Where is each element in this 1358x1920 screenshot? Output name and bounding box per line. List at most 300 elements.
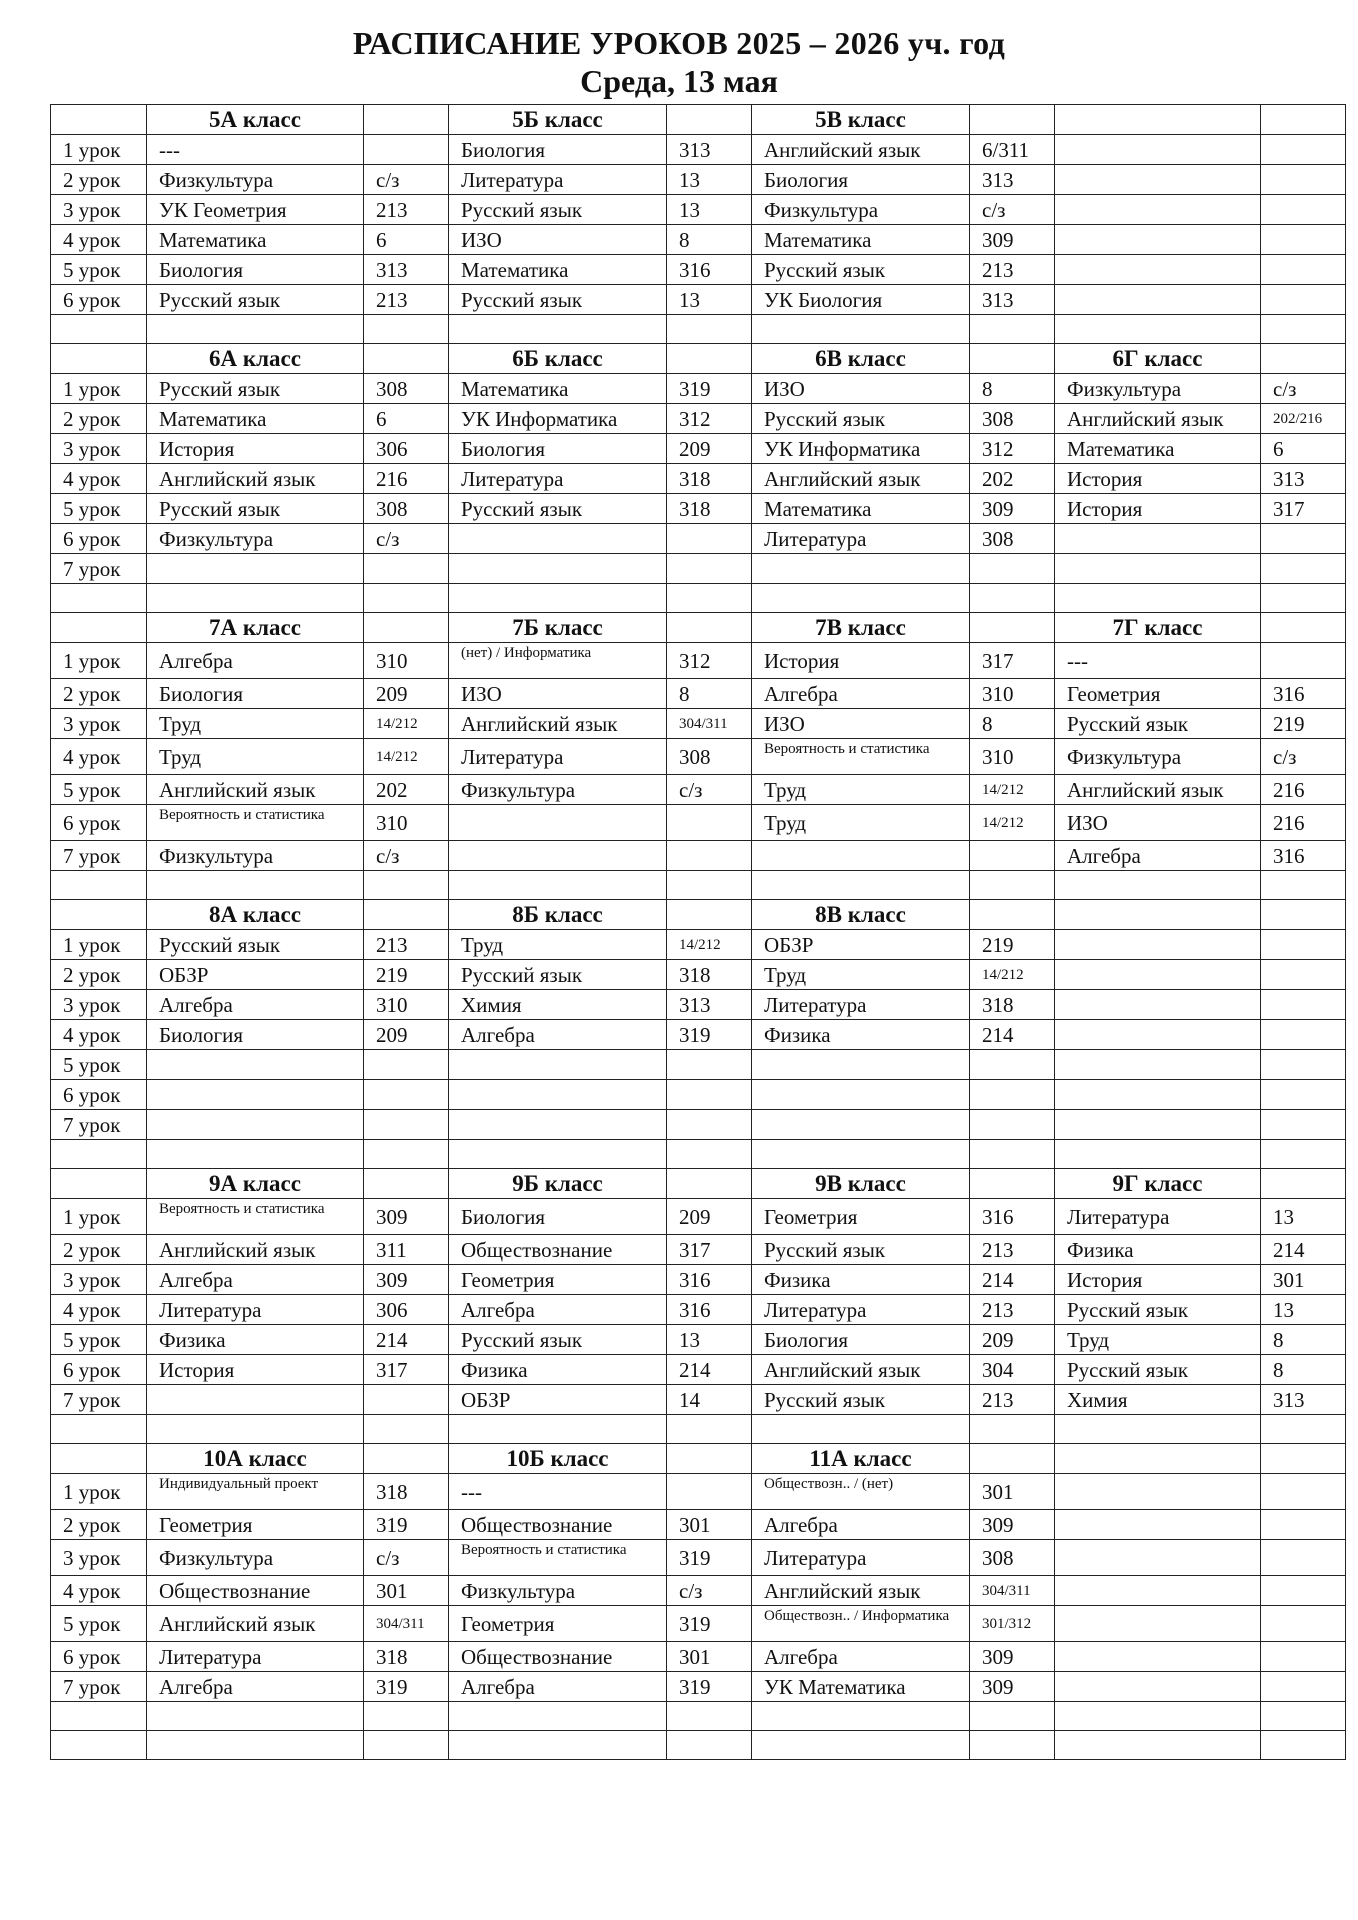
empty-cell	[667, 1702, 752, 1731]
empty-cell	[449, 1140, 667, 1169]
room-header-cell	[667, 1444, 752, 1474]
subject-cell: ---	[1055, 643, 1261, 679]
room-cell: 313	[1261, 464, 1346, 494]
room-header-cell	[667, 344, 752, 374]
header-corner-cell	[51, 1444, 147, 1474]
room-cell: 8	[667, 679, 752, 709]
subject-cell: Труд	[1055, 1325, 1261, 1355]
class-name: 9Г класс	[1055, 1169, 1261, 1199]
room-cell: 6	[364, 225, 449, 255]
room-cell: 216	[364, 464, 449, 494]
room-cell: 8	[970, 374, 1055, 404]
subject-cell: Геометрия	[147, 1510, 364, 1540]
page-subtitle: Среда, 13 мая	[580, 63, 778, 99]
room-cell: 309	[970, 1672, 1055, 1702]
lesson-row	[51, 1510, 1346, 1540]
subject-cell	[1055, 1020, 1261, 1050]
room-cell: 309	[970, 1642, 1055, 1672]
subject-cell	[1055, 1576, 1261, 1606]
subject-cell: Геометрия	[1055, 679, 1261, 709]
room-cell: 310	[364, 643, 449, 679]
lesson-row	[51, 1199, 1346, 1235]
lesson-number: 2 урок	[51, 679, 147, 709]
room-cell: 13	[667, 165, 752, 195]
room-cell	[667, 524, 752, 554]
subject-cell: Литература	[449, 165, 667, 195]
room-cell: 209	[364, 1020, 449, 1050]
room-cell: 316	[1261, 679, 1346, 709]
subject-cell: Геометрия	[449, 1265, 667, 1295]
class-name	[1055, 900, 1261, 930]
lesson-number: 6 урок	[51, 285, 147, 315]
subject-cell: Вероятность и статистика	[147, 1199, 364, 1235]
lesson-number: 1 урок	[51, 1474, 147, 1510]
room-cell: 308	[970, 524, 1055, 554]
room-cell: 304/311	[970, 1576, 1055, 1606]
room-cell	[1261, 1672, 1346, 1702]
lesson-number: 1 урок	[51, 643, 147, 679]
empty-cell	[667, 1415, 752, 1444]
room-cell	[667, 554, 752, 584]
empty-cell	[147, 584, 364, 613]
room-cell: 316	[667, 1295, 752, 1325]
lesson-row	[51, 990, 1346, 1020]
subject-cell: Алгебра	[449, 1295, 667, 1325]
room-cell: 301/312	[970, 1606, 1055, 1642]
subject-cell	[449, 841, 667, 871]
subject-cell: ИЗО	[752, 374, 970, 404]
room-header-cell	[364, 900, 449, 930]
room-header-cell	[970, 1169, 1055, 1199]
room-cell: 317	[364, 1355, 449, 1385]
room-cell: 8	[1261, 1325, 1346, 1355]
lesson-row	[51, 1235, 1346, 1265]
header-corner-cell	[51, 105, 147, 135]
empty-cell	[970, 315, 1055, 344]
subject-cell: Русский язык	[147, 930, 364, 960]
subject-cell: Алгебра	[147, 643, 364, 679]
empty-cell	[667, 871, 752, 900]
room-cell	[1261, 225, 1346, 255]
class-header-row	[51, 1444, 1346, 1474]
room-cell: 14/212	[970, 960, 1055, 990]
subject-cell: Алгебра	[449, 1020, 667, 1050]
subject-cell: Литература	[752, 1295, 970, 1325]
lesson-number: 3 урок	[51, 1265, 147, 1295]
separator-row	[51, 1140, 1346, 1169]
room-cell: с/з	[1261, 374, 1346, 404]
lesson-number: 2 урок	[51, 1235, 147, 1265]
room-cell	[1261, 554, 1346, 584]
room-header-cell	[970, 105, 1055, 135]
lesson-row	[51, 195, 1346, 225]
subject-cell: Английский язык	[752, 1576, 970, 1606]
room-cell: 316	[970, 1199, 1055, 1235]
lesson-number: 3 урок	[51, 1540, 147, 1576]
room-cell: 312	[667, 643, 752, 679]
class-name: 5Б класс	[449, 105, 667, 135]
lesson-number: 5 урок	[51, 255, 147, 285]
room-cell: 216	[1261, 805, 1346, 841]
subject-cell	[1055, 135, 1261, 165]
room-cell: 8	[970, 709, 1055, 739]
subject-cell: ИЗО	[449, 225, 667, 255]
room-header-cell	[667, 900, 752, 930]
room-cell: 308	[364, 374, 449, 404]
subject-cell: Алгебра	[752, 679, 970, 709]
subject-cell: Математика	[1055, 434, 1261, 464]
room-cell	[667, 841, 752, 871]
room-cell	[1261, 255, 1346, 285]
room-cell: с/з	[1261, 739, 1346, 775]
subject-cell	[1055, 1642, 1261, 1672]
room-cell: 14/212	[970, 775, 1055, 805]
lesson-row	[51, 960, 1346, 990]
lesson-row	[51, 434, 1346, 464]
empty-cell	[1261, 871, 1346, 900]
subject-cell: Физкультура	[449, 1576, 667, 1606]
subject-cell: (нет) / Информатика	[449, 643, 667, 679]
room-cell: 318	[667, 960, 752, 990]
subject-cell: ОБЗР	[752, 930, 970, 960]
subject-cell: ИЗО	[1055, 805, 1261, 841]
subject-cell	[752, 1050, 970, 1080]
room-header-cell	[1261, 105, 1346, 135]
class-name: 8Б класс	[449, 900, 667, 930]
subject-cell: Русский язык	[449, 285, 667, 315]
subject-cell: Русский язык	[147, 494, 364, 524]
header-corner-cell	[51, 344, 147, 374]
subject-cell: История	[1055, 1265, 1261, 1295]
room-cell: 312	[970, 434, 1055, 464]
room-cell: 14/212	[364, 739, 449, 775]
empty-cell	[147, 1140, 364, 1169]
lesson-row	[51, 1325, 1346, 1355]
lesson-row	[51, 1295, 1346, 1325]
subject-cell: Обществознание	[147, 1576, 364, 1606]
subject-cell: УК Информатика	[752, 434, 970, 464]
room-cell	[1261, 1642, 1346, 1672]
room-cell: 213	[364, 285, 449, 315]
lesson-number: 3 урок	[51, 709, 147, 739]
room-cell: 318	[667, 494, 752, 524]
subject-cell: Геометрия	[752, 1199, 970, 1235]
empty-cell	[449, 1702, 667, 1731]
lesson-number: 1 урок	[51, 930, 147, 960]
subject-cell	[147, 1110, 364, 1140]
room-cell: 313	[970, 165, 1055, 195]
subject-cell	[449, 524, 667, 554]
header-corner-cell	[51, 1169, 147, 1199]
room-cell: 319	[364, 1510, 449, 1540]
class-header-row	[51, 1169, 1346, 1199]
room-cell: 308	[970, 404, 1055, 434]
subject-cell: УК Геометрия	[147, 195, 364, 225]
class-name: 5А класс	[147, 105, 364, 135]
room-cell	[1261, 285, 1346, 315]
subject-cell: Математика	[147, 225, 364, 255]
empty-cell	[970, 1702, 1055, 1731]
room-cell: 14/212	[667, 930, 752, 960]
lesson-row	[51, 1672, 1346, 1702]
empty-cell	[449, 1415, 667, 1444]
room-cell: 213	[970, 255, 1055, 285]
lesson-number: 5 урок	[51, 494, 147, 524]
empty-cell	[752, 1702, 970, 1731]
lesson-number: 5 урок	[51, 1606, 147, 1642]
empty-cell	[51, 1702, 147, 1731]
room-cell	[1261, 135, 1346, 165]
empty-cell	[364, 1140, 449, 1169]
class-name: 9Б класс	[449, 1169, 667, 1199]
header-corner-cell	[51, 900, 147, 930]
subject-cell	[1055, 1606, 1261, 1642]
subject-cell	[1055, 195, 1261, 225]
subject-cell: Алгебра	[449, 1672, 667, 1702]
room-cell: 309	[364, 1199, 449, 1235]
separator-row	[51, 315, 1346, 344]
empty-cell	[1055, 1140, 1261, 1169]
room-cell: 214	[970, 1020, 1055, 1050]
lesson-number: 6 урок	[51, 1642, 147, 1672]
subject-cell: Биология	[752, 1325, 970, 1355]
room-cell: 316	[667, 255, 752, 285]
subject-cell: Литература	[147, 1642, 364, 1672]
subject-cell	[1055, 930, 1261, 960]
room-cell: 216	[1261, 775, 1346, 805]
subject-cell: Физкультура	[147, 1540, 364, 1576]
subject-cell: Английский язык	[752, 464, 970, 494]
room-cell: 13	[667, 1325, 752, 1355]
lesson-row	[51, 554, 1346, 584]
empty-cell	[1055, 584, 1261, 613]
empty-cell	[970, 1731, 1055, 1760]
subject-cell	[1055, 1540, 1261, 1576]
subject-cell: ОБЗР	[147, 960, 364, 990]
room-cell: 213	[364, 195, 449, 225]
room-cell: 14/212	[970, 805, 1055, 841]
subject-cell: Алгебра	[147, 1672, 364, 1702]
lesson-row	[51, 841, 1346, 871]
room-header-cell	[364, 1444, 449, 1474]
room-header-cell	[970, 1444, 1055, 1474]
room-cell	[1261, 1050, 1346, 1080]
class-name: 10Б класс	[449, 1444, 667, 1474]
lesson-number: 6 урок	[51, 805, 147, 841]
subject-cell: Литература	[752, 1540, 970, 1576]
empty-cell	[970, 871, 1055, 900]
class-name	[1055, 1444, 1261, 1474]
lesson-number: 3 урок	[51, 434, 147, 464]
room-cell: 6	[1261, 434, 1346, 464]
room-cell: 310	[364, 805, 449, 841]
page-title: РАСПИСАНИЕ УРОКОВ 2025 – 2026 уч. год	[352, 25, 1006, 61]
room-cell	[667, 805, 752, 841]
subject-cell	[1055, 1110, 1261, 1140]
lesson-number: 7 урок	[51, 1110, 147, 1140]
subject-cell	[147, 1385, 364, 1415]
room-cell: 308	[364, 494, 449, 524]
room-cell: 14/212	[364, 709, 449, 739]
lesson-row	[51, 679, 1346, 709]
room-cell: с/з	[364, 841, 449, 871]
subject-cell: Русский язык	[449, 195, 667, 225]
class-name: 6Б класс	[449, 344, 667, 374]
document-header	[0, 24, 1358, 100]
room-cell	[1261, 1474, 1346, 1510]
empty-cell	[667, 315, 752, 344]
room-header-cell	[667, 613, 752, 643]
empty-cell	[364, 1702, 449, 1731]
empty-cell	[449, 1731, 667, 1760]
room-cell: 313	[1261, 1385, 1346, 1415]
subject-cell: Обществозн.. / (нет)	[752, 1474, 970, 1510]
class-name: 6А класс	[147, 344, 364, 374]
subject-cell: Физкультура	[1055, 374, 1261, 404]
room-cell: 202	[970, 464, 1055, 494]
room-cell	[364, 554, 449, 584]
subject-cell: Вероятность и статистика	[449, 1540, 667, 1576]
room-header-cell	[970, 613, 1055, 643]
empty-cell	[1055, 1415, 1261, 1444]
class-header-row	[51, 105, 1346, 135]
subject-cell: Биология	[147, 679, 364, 709]
class-name: 10А класс	[147, 1444, 364, 1474]
room-cell: 13	[1261, 1199, 1346, 1235]
lesson-row	[51, 464, 1346, 494]
room-cell	[1261, 1606, 1346, 1642]
room-cell: 313	[364, 255, 449, 285]
subject-cell: Алгебра	[752, 1642, 970, 1672]
lesson-number: 7 урок	[51, 1672, 147, 1702]
subject-cell: Биология	[147, 1020, 364, 1050]
room-cell: 304/311	[667, 709, 752, 739]
empty-cell	[752, 1415, 970, 1444]
subject-cell: Русский язык	[1055, 1355, 1261, 1385]
class-name: 6В класс	[752, 344, 970, 374]
subject-cell: Труд	[752, 775, 970, 805]
subject-cell: Физкультура	[449, 775, 667, 805]
subject-cell	[147, 1080, 364, 1110]
room-cell: 308	[667, 739, 752, 775]
subject-cell: Математика	[449, 255, 667, 285]
subject-cell	[1055, 1080, 1261, 1110]
room-cell: 319	[667, 1672, 752, 1702]
subject-cell: Русский язык	[752, 1235, 970, 1265]
lesson-row	[51, 643, 1346, 679]
subject-cell: Русский язык	[147, 285, 364, 315]
schedule-table	[50, 104, 1346, 1760]
lesson-number: 2 урок	[51, 960, 147, 990]
room-cell: 13	[667, 285, 752, 315]
subject-cell	[1055, 524, 1261, 554]
empty-cell	[147, 1731, 364, 1760]
empty-cell	[970, 1415, 1055, 1444]
room-cell	[970, 1080, 1055, 1110]
room-cell	[1261, 165, 1346, 195]
room-cell: 313	[970, 285, 1055, 315]
empty-cell	[51, 1731, 147, 1760]
subject-cell: Обществознание	[449, 1642, 667, 1672]
subject-cell: Русский язык	[1055, 1295, 1261, 1325]
room-cell: 304/311	[364, 1606, 449, 1642]
lesson-row	[51, 135, 1346, 165]
room-cell: 209	[364, 679, 449, 709]
subject-cell: Труд	[752, 805, 970, 841]
room-cell: 318	[970, 990, 1055, 1020]
subject-cell: Русский язык	[147, 374, 364, 404]
subject-cell: Русский язык	[449, 960, 667, 990]
room-cell: 310	[970, 679, 1055, 709]
subject-cell	[1055, 1510, 1261, 1540]
room-cell: с/з	[970, 195, 1055, 225]
lesson-number: 6 урок	[51, 1080, 147, 1110]
subject-cell: Геометрия	[449, 1606, 667, 1642]
subject-cell	[752, 554, 970, 584]
empty-cell	[51, 871, 147, 900]
subject-cell: История	[752, 643, 970, 679]
room-header-cell	[364, 613, 449, 643]
room-cell: 8	[1261, 1355, 1346, 1385]
room-cell: 318	[364, 1474, 449, 1510]
room-cell: 308	[970, 1540, 1055, 1576]
empty-cell	[1055, 1731, 1261, 1760]
room-cell	[364, 1110, 449, 1140]
empty-cell	[147, 315, 364, 344]
subject-cell	[449, 554, 667, 584]
empty-cell	[364, 1731, 449, 1760]
room-header-cell	[364, 1169, 449, 1199]
subject-cell: Биология	[752, 165, 970, 195]
room-cell	[1261, 1576, 1346, 1606]
empty-cell	[1055, 1702, 1261, 1731]
lesson-row	[51, 775, 1346, 805]
lesson-row	[51, 285, 1346, 315]
room-cell: 301	[970, 1474, 1055, 1510]
room-header-cell	[1261, 344, 1346, 374]
subject-cell: Литература	[449, 464, 667, 494]
subject-cell: Физика	[147, 1325, 364, 1355]
subject-cell: Алгебра	[147, 1265, 364, 1295]
room-cell: с/з	[364, 1540, 449, 1576]
subject-cell: Английский язык	[752, 1355, 970, 1385]
lesson-row	[51, 1110, 1346, 1140]
room-cell: 301	[667, 1510, 752, 1540]
room-cell: 213	[970, 1235, 1055, 1265]
room-cell: 214	[970, 1265, 1055, 1295]
room-cell	[364, 135, 449, 165]
subject-cell	[752, 1110, 970, 1140]
room-cell: 6	[364, 404, 449, 434]
room-cell	[1261, 1110, 1346, 1140]
subject-cell: Биология	[449, 434, 667, 464]
empty-cell	[1261, 315, 1346, 344]
room-header-cell	[364, 344, 449, 374]
subject-cell: Русский язык	[449, 494, 667, 524]
room-header-cell	[970, 344, 1055, 374]
lesson-row	[51, 404, 1346, 434]
empty-cell	[1261, 1731, 1346, 1760]
room-cell: 317	[1261, 494, 1346, 524]
subject-cell: Английский язык	[752, 135, 970, 165]
room-cell	[1261, 195, 1346, 225]
room-cell: 304	[970, 1355, 1055, 1385]
subject-cell	[1055, 1474, 1261, 1510]
subject-cell: Биология	[449, 135, 667, 165]
subject-cell: История	[1055, 494, 1261, 524]
class-name: 11А класс	[752, 1444, 970, 1474]
lesson-number: 5 урок	[51, 1325, 147, 1355]
